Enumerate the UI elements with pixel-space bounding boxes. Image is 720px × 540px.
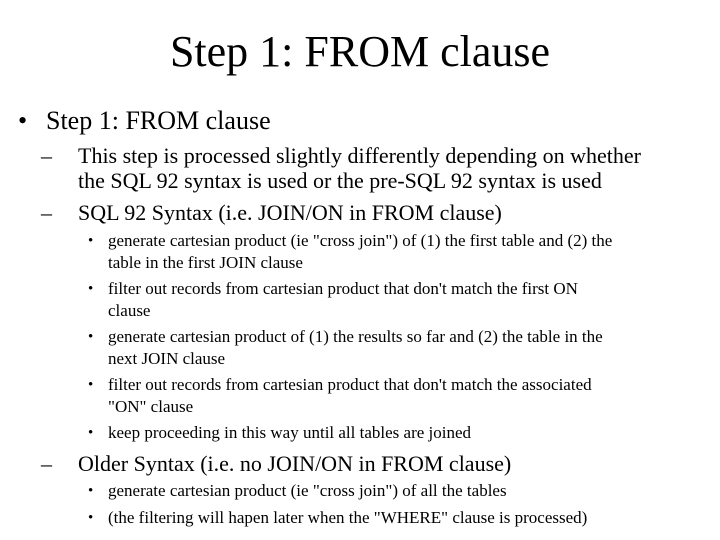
sql92-step-text: [108, 278, 708, 322]
sql92-step-text-line-2: clause: [108, 301, 151, 320]
subbullet-text: [78, 143, 711, 193]
dash-marker: –: [41, 143, 52, 168]
sql92-step-text-line-1: generate cartesian product of (1) the results so far and (2) the table in the: [108, 327, 603, 346]
sql92-step-keep-proceeding: [88, 422, 708, 445]
sql92-step-text-line-1: filter out records from cartesian product that don't match the first ON: [108, 279, 578, 298]
sql92-step-cartesian-next: [88, 326, 708, 370]
older-step-text: (the filtering will hapen later when the "WHERE" clause is processed): [108, 508, 588, 527]
slide-title: Step 1: FROM clause: [169, 27, 551, 76]
sql92-step-text-line-2: "ON" clause: [108, 397, 194, 416]
subbullet-text-line-2: the SQL 92 syntax is used or the pre-SQL 92 syntax is used: [78, 168, 602, 193]
subbullet-older-syntax: [41, 451, 711, 476]
dash-marker: –: [41, 451, 52, 476]
sql92-step-text-line-1: filter out records from cartesian product that don't match the associated: [108, 375, 592, 394]
sql92-step-text-line-2: next JOIN clause: [108, 349, 226, 368]
sql92-step-text-line-1: generate cartesian product (ie "cross join") of (1) the first table and (2) the: [108, 231, 613, 250]
subbullet-text-line-1: This step is processed slightly differently depending on whether: [78, 143, 641, 168]
bullet-marker: •: [88, 281, 94, 297]
sql92-step-text: [108, 374, 708, 418]
bullet-marker: •: [88, 510, 94, 526]
bullet-marker: •: [88, 377, 94, 393]
subbullet-text: Older Syntax (i.e. no JOIN/ON in FROM clause): [78, 451, 512, 476]
subbullet-sql92-syntax: [41, 200, 711, 225]
sql92-step-text: [108, 326, 708, 370]
sql92-step-filter-associated-on: [88, 374, 708, 418]
bullet-marker: •: [88, 483, 94, 499]
bullet-step-1: [18, 106, 708, 136]
bullet-marker: •: [88, 425, 94, 441]
bullet-marker: •: [88, 233, 94, 249]
sql92-step-text: [108, 230, 708, 274]
sql92-step-text: keep proceeding in this way until all tables are joined: [108, 423, 472, 442]
bullet-marker: •: [88, 329, 94, 345]
dash-marker: –: [41, 200, 52, 225]
sql92-step-cartesian-first: [88, 230, 708, 274]
subbullet-text: SQL 92 Syntax (i.e. JOIN/ON in FROM clause): [78, 200, 502, 225]
older-step-filtering-later: [88, 507, 708, 530]
sql92-step-text-line-2: table in the first JOIN clause: [108, 253, 303, 272]
older-step-text: generate cartesian product (ie "cross join") of all the tables: [108, 481, 507, 500]
bullet-marker: •: [18, 106, 28, 135]
sql92-step-filter-first-on: [88, 278, 708, 322]
older-step-cartesian-all: [88, 480, 708, 503]
bullet-text: Step 1: FROM clause: [46, 106, 271, 135]
subbullet-processing-note: [41, 143, 711, 193]
